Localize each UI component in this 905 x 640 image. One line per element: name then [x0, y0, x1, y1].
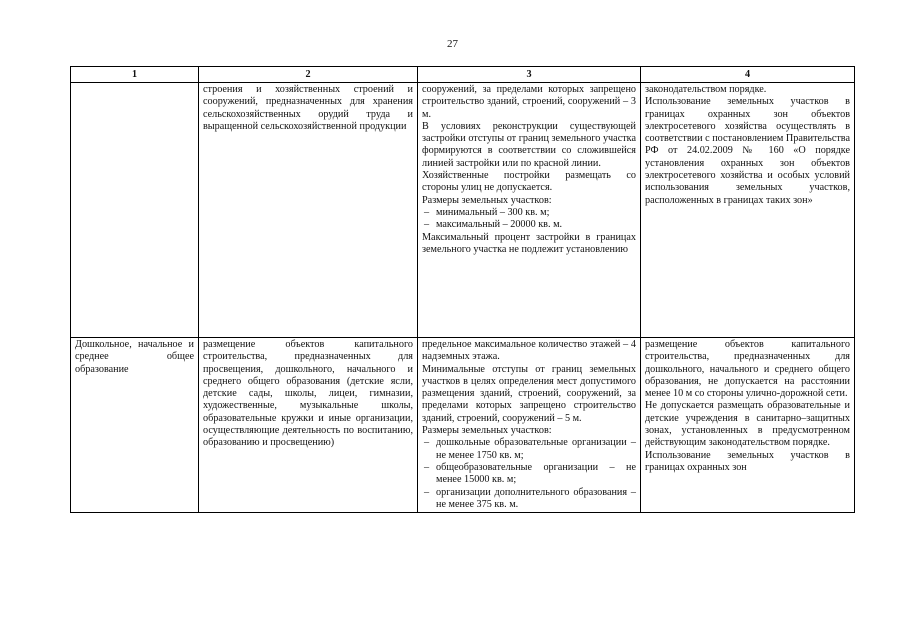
paragraph: Размеры земельных участков:: [422, 425, 552, 437]
dash-list: [422, 437, 636, 511]
column-header-1: 1: [71, 67, 199, 83]
paragraph: Максимальный процент застройки в границах земельного участка не подлежит установлению: [422, 231, 636, 255]
paragraph: предельное максимальное количество этажей – 4 надземных этажа.: [422, 339, 636, 363]
cell-parameters: [418, 338, 641, 513]
cell-land-use-type: Дошкольное, начальное и среднее общее образование: [71, 338, 199, 513]
paragraph: Хозяйственные постройки размещать со стороны улиц не допускается.: [422, 170, 636, 194]
paragraph: Размеры земельных участков:: [422, 194, 552, 206]
table-row: [71, 83, 855, 338]
cell-restrictions: [641, 83, 855, 338]
cell-land-use-description: строения и хозяйственных строений и сооружений, предназначенных для хранения сельскохозяйственных орудий труда и выращенной сельскохозяйственной продукции: [199, 83, 418, 338]
column-header-3: 3: [418, 67, 641, 83]
paragraph: сооружений, за пределами которых запрещено строительство зданий, строений, сооружений – 3 м.: [422, 84, 636, 120]
cell-land-use-type: [71, 83, 199, 338]
paragraph: размещение объектов капитального строительства, предназначенных для дошкольного, начального и среднего общего образования, не допускается на расстоянии менее 10 м со стороны улично-дорожной сети.: [645, 339, 850, 400]
dash-list: [422, 207, 636, 232]
list-item: – минимальный – 300 кв. м;: [422, 207, 636, 219]
column-header-2: 2: [199, 67, 418, 83]
column-header-4: 4: [641, 67, 855, 83]
regulations-table: [70, 66, 855, 513]
paragraph: Минимальные отступы от границ земельных участков в целях определения мест допустимого размещения зданий, строений, сооружений, за пределами которых запрещено строительство зданий, строений, сооружений – 5 м.: [422, 363, 636, 424]
list-item: – общеобразовательные организации – не менее 15000 кв. м;: [422, 462, 636, 487]
paragraph: Не допускается размещать образовательные и детские учреждения в санитарно–защитных зонах, установленных в предусмотренном действующим законодательством порядке.: [645, 400, 850, 449]
paragraph: Использование земельных участков в границах охранных зон объектов электросетевого хозяйства осуществлять в соответствии с постановлением Правительства РФ от 24.02.2009 № 160 «О порядке установления охранных зон объектов электросетевого хозяйства и особых условий использования земельных участков, расположенных в границах таких зон»: [645, 96, 850, 206]
cell-land-use-description: размещение объектов капитального строительства, предназначенных для просвещения, дошкольного, начального и среднего общего образования (детские ясли, детские сады, школы, лицеи, гимназии, художественные, музыкальные школы, образовательные кружки и иные организации, осуществляющие деятельность по воспитанию, образованию и просвещению): [199, 338, 418, 513]
table-row: [71, 338, 855, 513]
cell-restrictions: [641, 338, 855, 513]
list-item: – дошкольные образовательные организации – не менее 1750 кв. м;: [422, 437, 636, 462]
list-item: – организации дополнительного образования – не менее 375 кв. м.: [422, 487, 636, 512]
paragraph: Использование земельных участков в границах охранных зон: [645, 449, 850, 473]
table-header-row: [71, 67, 855, 83]
cell-parameters: [418, 83, 641, 338]
list-item: – максимальный – 20000 кв. м.: [422, 219, 636, 231]
page-number: 27: [447, 38, 458, 50]
paragraph: законодательством порядке.: [645, 84, 767, 95]
paragraph: В условиях реконструкции существующей застройки отступы от границ земельного участка формируются в соответствии со сложившейся линией застройки или по красной линии.: [422, 120, 636, 169]
